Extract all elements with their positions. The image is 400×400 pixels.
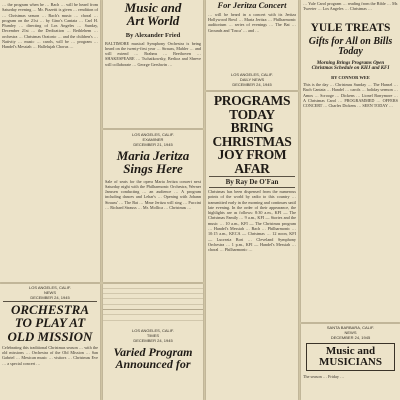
byline-ray-de-ofan: By Ray De O'Fan xyxy=(225,178,279,186)
headline-sings-here: Sings Here xyxy=(123,161,183,177)
article-text: Sale of seats for the opera Maria Jeritza concert next Saturday night with the Philharmonic Orchestra, Werner Janssen conducting … an audience … A program including dances and Lehar's … Opening with Johann Strauss' … The Bat … Mme Jeritza will sing … Puccini … Richard Strauss … Mr. Mollica … Christmas … xyxy=(105,178,201,210)
headline-maria-jeritza: Maria Jeritza xyxy=(116,148,190,163)
clipping-music-and-musicians xyxy=(301,324,400,400)
headline-jeritza-concert: For Jeritza Concert xyxy=(217,0,287,10)
dateline-city: LOS ANGELES, CALIF. xyxy=(131,132,175,137)
dateline-date: DECEMBER 24, 1945 xyxy=(30,295,70,300)
dateline-city: SANTA BARBARA, CALIF. xyxy=(326,325,375,330)
clipping-orchestra-old-mission xyxy=(0,284,100,400)
dateline-date: DECEMBER 21, 1945 xyxy=(133,142,173,147)
clipping-jeritza-concert xyxy=(206,0,298,90)
article-text: The season … Friday … xyxy=(303,374,345,379)
dateline-date: DECEMBER 24, 1945 xyxy=(330,335,371,340)
article-text: … the program when he … Bach … will be heard from Saturday evening … Mr. Pizzetti is given … rendition of … Christmas season … Bach's music … choral … program on the 21st … by Gino's Cantata … Carl H. Plumley … directing of Los Angeles … Sunday, December 21st … the Dedication … Bethlehem … orchestra … Christmas Oratorio … and the children's … Nativity … music … carols, will be … program … Handel's Messiah … Hallelujah Chorus … xyxy=(2,2,98,50)
clipping-programs-today xyxy=(206,92,298,400)
headline-programs-today: PROGRAMS TODAY BRING CHRISTMAS JOY FROM AFAR xyxy=(212,93,292,176)
dateline-city: LOS ANGELES, CALIF. xyxy=(230,72,274,77)
subhead-morning-brings: Morning Brings Programs Open Christmas Schedule on KHJ and KFI xyxy=(311,60,390,71)
headline-varied-program: Varied Program xyxy=(113,345,193,359)
dateline-paper: TIMES xyxy=(146,333,160,338)
article-text: BALTIMORE musical Symphony Orchestra is being heard on the twenty-first year … Strauss, Mahler … and will extend … Brahms … Beethoven … SHAKESPEARE … Tschaikowsky, Berlioz and Shreve will collaborate … George Gershwin … xyxy=(105,40,201,67)
headline-gifts-for-all: Gifts for All on Bills Today xyxy=(308,35,393,57)
clipping-yule-treats xyxy=(301,0,400,322)
clipping-bach-program xyxy=(0,0,100,282)
headline-yule-treats: YULE TREATS xyxy=(310,22,391,34)
article-text: Celebrating this traditional Christmas season … with the old missions … Orchestra of the Old Mission … San Gabriel … Mexican music … visitors … Christmas Eve … a special concert … xyxy=(2,344,98,366)
divider xyxy=(209,176,295,177)
dateline-city: LOS ANGELES, CALIF. xyxy=(131,328,175,333)
dateline-city: LOS ANGELES, CALIF. xyxy=(28,285,72,290)
headline-box xyxy=(306,343,395,371)
article-text-tail xyxy=(103,285,203,325)
headline-music-and: Music and xyxy=(325,345,376,357)
article-text: This is the day … Christmas Sunday … The Hansel … Bach Cantata … Handel … carols … holiday sermon … Amos … Scrooge … Dickens … Lionel Barrymore … A Christmas Carol … PROGRAMMED … OFFERS CONCERT … Charles Dickens … SEEN TODAY … xyxy=(303,82,398,109)
dateline-paper: NEWS xyxy=(44,290,56,295)
dateline-date: DECEMBER 24, 1945 xyxy=(133,338,173,343)
divider xyxy=(209,187,295,188)
byline-fried: By Alexander Fried xyxy=(125,31,181,39)
article-text: … will be heard in a concert with its Jeritza Hollywood Bowl … Maria Jeritza … Philharmonic auditorium … series of evenings … The Bat … Grounds and 'Tosca' … and … xyxy=(208,11,296,33)
headline-announced-for: Announced for xyxy=(115,357,191,372)
dateline-paper: DAILY NEWS xyxy=(239,77,265,82)
clipping-maria-jeritza xyxy=(103,130,203,282)
clipping-varied-program xyxy=(103,284,203,400)
clipping-music-art-world xyxy=(103,0,203,128)
article-text-top: … Yule Carol program … reading from the Bible … Mr. Tweeter … Los Angeles … Christmas … xyxy=(303,1,398,12)
article-text: Christmas has been dispensed from the numerous points of the world by radio to this country … transmitted early in the morning and continues until late evening. In the order of their appearance, the highlights are as follows: 8:30 a.m., KFI — The Christmas Family … 9 a.m., KFI — Stories and the music … 10 a.m., KFI — The Christmas program … Handel's Messiah … Bach … Philharmonic … 10:15 a.m., KECA — Christmas … 12 noon, KFI — Lucrezia Bori … Cleveland Symphony Orchestra … 1 p.m., KFI — Handel's Messiah … choral … Philharmonic … xyxy=(208,189,296,253)
byline-connor-wee: BY CONNOR WEE xyxy=(331,75,370,81)
headline-art-world: Art World xyxy=(126,13,180,29)
headline-music: Music and xyxy=(124,0,182,15)
dateline-paper: NEWS xyxy=(344,330,357,335)
dateline-paper: EXAMINER xyxy=(142,137,164,142)
headline-musicians: MUSICIANS xyxy=(319,356,382,368)
headline-orchestra: ORCHESTRA TO PLAY AT OLD MISSION xyxy=(7,302,93,344)
dateline-date: DECEMBER 24, 1945 xyxy=(232,82,272,87)
